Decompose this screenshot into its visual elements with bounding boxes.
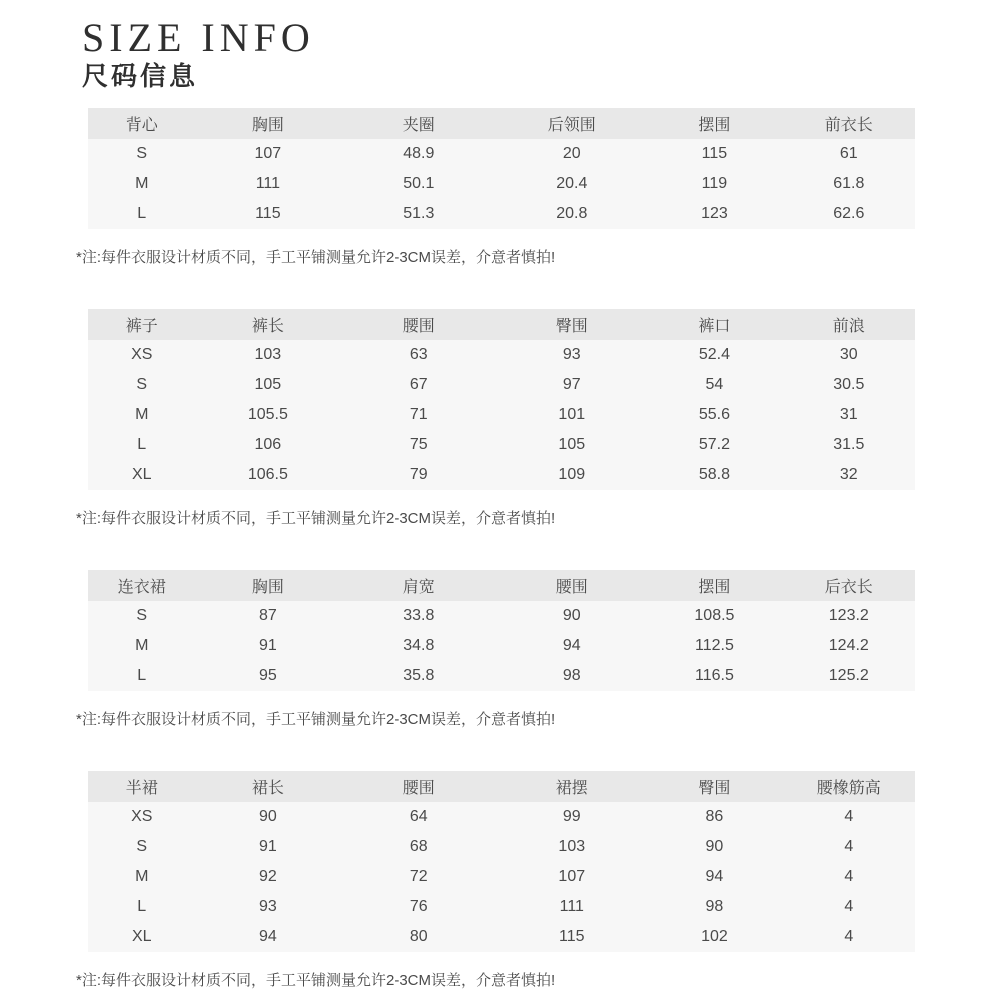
value-cell: 109 bbox=[558, 466, 586, 483]
value-cell: 61.8 bbox=[833, 175, 865, 192]
value-cell: 115 bbox=[255, 205, 281, 222]
skirt-size-section bbox=[0, 771, 1000, 990]
value-cell: 119 bbox=[701, 175, 728, 192]
size-label: XL bbox=[131, 928, 152, 945]
value-cell: 94 bbox=[705, 868, 724, 885]
value-cell: 97 bbox=[562, 376, 581, 393]
value-cell: 58.8 bbox=[698, 466, 730, 483]
value-cell: 35.8 bbox=[403, 667, 435, 684]
value-cell: 4 bbox=[844, 928, 854, 945]
value-cell: 55.6 bbox=[698, 406, 730, 423]
value-cell: 67 bbox=[409, 376, 428, 393]
value-cell: 50.1 bbox=[403, 175, 435, 192]
value-cell: 111 bbox=[255, 175, 281, 192]
value-cell: 4 bbox=[844, 808, 854, 825]
value-cell: 115 bbox=[701, 145, 728, 162]
value-cell: 123.2 bbox=[828, 607, 869, 624]
value-cell: 90 bbox=[705, 838, 724, 855]
table-header-row bbox=[88, 771, 915, 802]
value-cell: 51.3 bbox=[403, 205, 435, 222]
size-label: M bbox=[135, 868, 149, 885]
value-cell: 98 bbox=[562, 667, 581, 684]
size-label: M bbox=[135, 637, 149, 654]
value-cell: 105.5 bbox=[247, 406, 288, 423]
table-row bbox=[88, 340, 915, 370]
value-cell: 123 bbox=[701, 205, 728, 222]
value-cell: 106.5 bbox=[247, 466, 288, 483]
size-label: L bbox=[137, 205, 147, 222]
value-cell: 90 bbox=[258, 808, 277, 825]
value-cell: 125.2 bbox=[828, 667, 869, 684]
table-row bbox=[88, 862, 915, 892]
column-header: 摆围 bbox=[698, 117, 731, 134]
column-header: 前浪 bbox=[832, 318, 865, 335]
value-cell: 4 bbox=[844, 868, 854, 885]
dress-size-table bbox=[88, 570, 915, 691]
value-cell: 62.6 bbox=[833, 205, 865, 222]
table-title-cell: 背心 bbox=[125, 117, 158, 134]
page-subtitle: 尺码信息 bbox=[82, 61, 199, 91]
value-cell: 33.8 bbox=[403, 607, 435, 624]
value-cell: 30.5 bbox=[833, 376, 865, 393]
dress-size-section bbox=[0, 570, 1000, 729]
column-header: 胸围 bbox=[251, 117, 284, 134]
value-cell: 75 bbox=[409, 436, 428, 453]
column-header: 胸围 bbox=[251, 579, 284, 596]
value-cell: 86 bbox=[705, 808, 724, 825]
value-cell: 105 bbox=[558, 436, 586, 453]
table-row bbox=[88, 892, 915, 922]
value-cell: 32 bbox=[839, 466, 858, 483]
value-cell: 57.2 bbox=[698, 436, 730, 453]
table-header-row bbox=[88, 570, 915, 601]
value-cell: 108.5 bbox=[694, 607, 735, 624]
pants-size-table bbox=[88, 309, 915, 490]
value-cell: 31.5 bbox=[833, 436, 865, 453]
value-cell: 103 bbox=[254, 346, 282, 363]
table-row bbox=[88, 922, 915, 952]
value-cell: 54 bbox=[705, 376, 724, 393]
table-row bbox=[88, 802, 915, 832]
table-row bbox=[88, 832, 915, 862]
value-cell: 99 bbox=[562, 808, 581, 825]
table-header-row bbox=[88, 309, 915, 340]
column-header: 裙长 bbox=[251, 780, 284, 797]
table-header-row bbox=[88, 108, 915, 139]
value-cell: 101 bbox=[558, 406, 586, 423]
column-header: 肩宽 bbox=[402, 579, 435, 596]
value-cell: 106 bbox=[254, 436, 282, 453]
skirt-size-table bbox=[88, 771, 915, 952]
page-title: SIZE INFO bbox=[82, 15, 315, 60]
column-header: 臀围 bbox=[698, 780, 731, 797]
column-header: 腰围 bbox=[555, 579, 588, 596]
value-cell: 107 bbox=[254, 145, 282, 162]
column-header: 腰橡筋高 bbox=[816, 780, 881, 797]
column-header: 裙摆 bbox=[555, 780, 588, 797]
size-label: S bbox=[136, 838, 148, 855]
value-cell: 115 bbox=[559, 928, 585, 945]
value-cell: 34.8 bbox=[403, 637, 435, 654]
value-cell: 76 bbox=[409, 898, 428, 915]
table-row bbox=[88, 169, 915, 199]
value-cell: 91 bbox=[258, 637, 277, 654]
value-cell: 4 bbox=[844, 898, 854, 915]
pants-size-section bbox=[0, 309, 1000, 528]
size-label: XS bbox=[131, 346, 153, 363]
column-header: 裤长 bbox=[251, 318, 284, 335]
value-cell: 124.2 bbox=[828, 637, 869, 654]
table-row bbox=[88, 370, 915, 400]
value-cell: 90 bbox=[562, 607, 581, 624]
value-cell: 103 bbox=[558, 838, 586, 855]
column-header: 臀围 bbox=[555, 318, 588, 335]
value-cell: 102 bbox=[701, 928, 728, 945]
column-header: 后衣长 bbox=[824, 579, 873, 596]
value-cell: 68 bbox=[409, 838, 428, 855]
value-cell: 116.5 bbox=[695, 667, 734, 684]
value-cell: 30 bbox=[839, 346, 858, 363]
value-cell: 64 bbox=[409, 808, 428, 825]
table-row bbox=[88, 400, 915, 430]
value-cell: 20.8 bbox=[556, 205, 588, 222]
table-row bbox=[88, 661, 915, 691]
value-cell: 61 bbox=[839, 145, 858, 162]
value-cell: 94 bbox=[258, 928, 277, 945]
value-cell: 93 bbox=[258, 898, 277, 915]
size-label: L bbox=[137, 898, 147, 915]
value-cell: 107 bbox=[558, 868, 586, 885]
size-label: XL bbox=[131, 466, 152, 483]
column-header: 裤口 bbox=[698, 318, 731, 335]
value-cell: 31 bbox=[839, 406, 858, 423]
value-cell: 94 bbox=[562, 637, 581, 654]
size-label: L bbox=[137, 436, 147, 453]
measurement-note: *注:每件衣服设计材质不同，手工平铺测量允许2-3CM误差，介意者慎拍! bbox=[76, 711, 556, 728]
value-cell: 20 bbox=[562, 145, 581, 162]
value-cell: 92 bbox=[258, 868, 277, 885]
value-cell: 80 bbox=[409, 928, 428, 945]
size-label: S bbox=[136, 607, 148, 624]
measurement-note: *注:每件衣服设计材质不同，手工平铺测量允许2-3CM误差，介意者慎拍! bbox=[76, 510, 556, 527]
table-row bbox=[88, 430, 915, 460]
value-cell: 79 bbox=[409, 466, 428, 483]
table-title-cell: 连衣裙 bbox=[117, 579, 166, 596]
vest-size-table bbox=[88, 108, 915, 229]
table-row bbox=[88, 601, 915, 631]
size-label: M bbox=[135, 175, 149, 192]
column-header: 后领围 bbox=[547, 117, 596, 134]
column-header: 腰围 bbox=[402, 780, 435, 797]
value-cell: 87 bbox=[258, 607, 277, 624]
table-title-cell: 裤子 bbox=[125, 318, 158, 335]
value-cell: 72 bbox=[409, 868, 428, 885]
column-header: 夹圈 bbox=[402, 117, 435, 134]
measurement-note: *注:每件衣服设计材质不同，手工平铺测量允许2-3CM误差，介意者慎拍! bbox=[76, 972, 556, 989]
value-cell: 52.4 bbox=[698, 346, 730, 363]
column-header: 前衣长 bbox=[824, 117, 873, 134]
value-cell: 4 bbox=[844, 838, 854, 855]
measurement-note: *注:每件衣服设计材质不同，手工平铺测量允许2-3CM误差，介意者慎拍! bbox=[76, 249, 556, 266]
value-cell: 20.4 bbox=[556, 175, 588, 192]
size-label: XS bbox=[131, 808, 153, 825]
vest-size-section bbox=[0, 108, 1000, 267]
size-label: M bbox=[135, 406, 149, 423]
value-cell: 71 bbox=[409, 406, 428, 423]
column-header: 腰围 bbox=[402, 318, 435, 335]
value-cell: 98 bbox=[705, 898, 724, 915]
table-row bbox=[88, 139, 915, 169]
value-cell: 111 bbox=[559, 898, 584, 915]
value-cell: 95 bbox=[258, 667, 277, 684]
value-cell: 105 bbox=[254, 376, 282, 393]
size-label: L bbox=[137, 667, 147, 684]
column-header: 摆围 bbox=[698, 579, 731, 596]
table-row bbox=[88, 199, 915, 229]
value-cell: 48.9 bbox=[403, 145, 435, 162]
value-cell: 91 bbox=[258, 838, 277, 855]
table-row bbox=[88, 460, 915, 490]
size-tables-container bbox=[0, 108, 1000, 990]
table-row bbox=[88, 631, 915, 661]
size-label: S bbox=[136, 145, 148, 162]
size-label: S bbox=[136, 376, 148, 393]
value-cell: 63 bbox=[409, 346, 428, 363]
value-cell: 93 bbox=[562, 346, 581, 363]
table-title-cell: 半裙 bbox=[125, 780, 158, 797]
value-cell: 112.5 bbox=[695, 637, 734, 654]
